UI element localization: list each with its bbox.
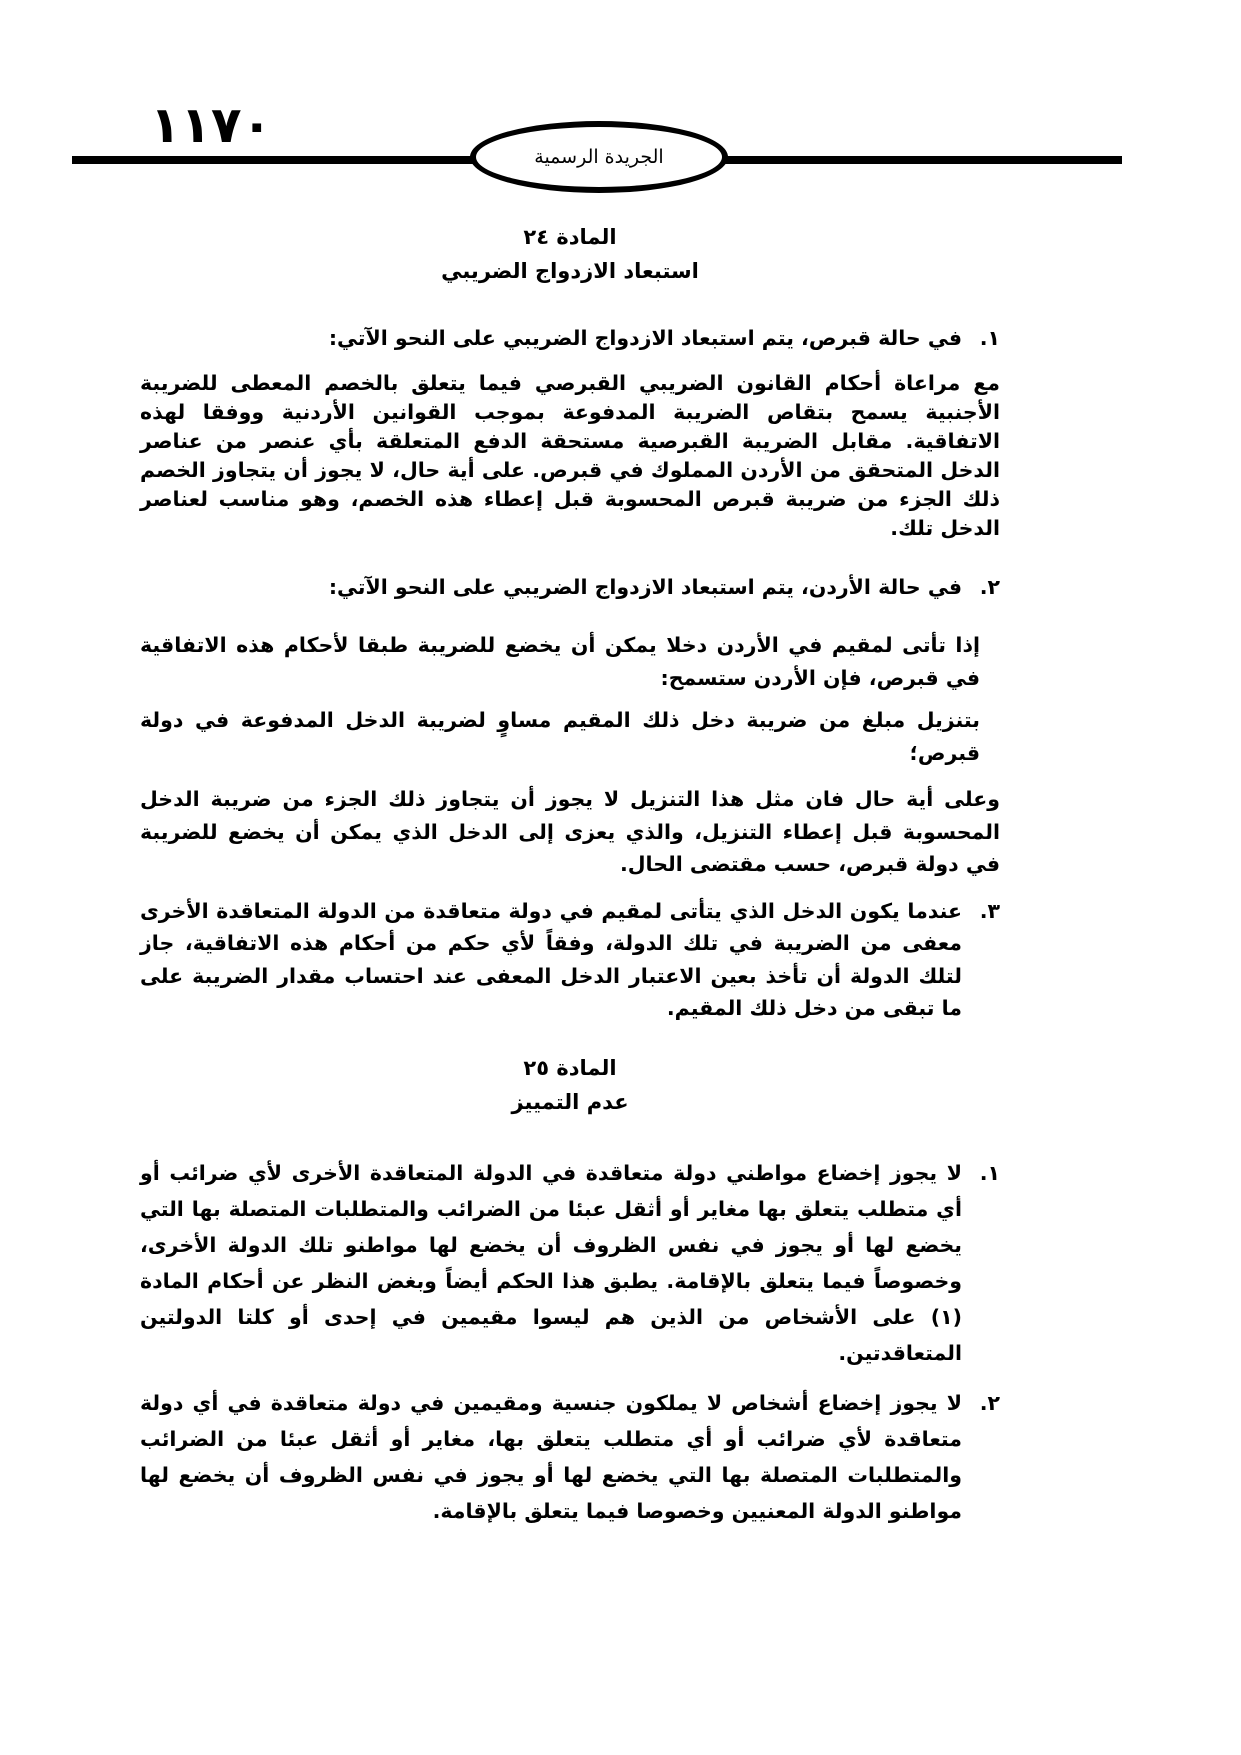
article-24-title: استبعاد الازدواج الضريبي — [441, 259, 699, 283]
document-body — [140, 220, 1000, 1529]
article-24-item-1-intro — [140, 322, 1000, 355]
item-number: ٣. — [979, 898, 1000, 923]
item-text: في حالة قبرص، يتم استبعاد الازدواج الضريبي على النحو الآتي: — [328, 326, 962, 350]
article-25-number: المادة ٢٥ — [523, 1055, 617, 1080]
item-number: ١. — [979, 326, 1000, 350]
item-text: لا يجوز إخضاع مواطني دولة متعاقدة في الدولة المتعاقدة الأخرى لأي ضرائب أو أي متطلب يتعلق بها مغاير أو أثقل عبئا من الضرائب والمتطلبات المتصلة بها التي يخضع لها أو يجوز في نفس الظروف أن يخضع لها مواطنو تلك الدولة الأخرى، وخصوصاً فيما يتعلق بالإقامة. يطبق هذا الحكم أيضاً وبغض النظر عن أحكام المادة (١) على الأشخاص من الذين هم ليسوا مقيمين في إحدى أو كلتا الدولتين المتعاقدتين. — [140, 1160, 962, 1365]
item-text: لا يجوز إخضاع أشخاص لا يملكون جنسية ومقيمين في دولة متعاقدة في أي دولة متعاقدة لأي ضرائب أو أي متطلب يتعلق بها، مغاير أو أثقل عبئا من الضرائب والمتطلبات المتصلة بها التي يخضع لها أو يجوز في نفس الظروف أن يخضع لها مواطنو الدولة المعنيين وخصوصا فيما يتعلق بالإقامة. — [140, 1390, 962, 1523]
article-24-item-2-para-2: بتنزيل مبلغ من ضريبة دخل ذلك المقيم مساوٍ لضريبة الدخل المدفوعة في دولة قبرص؛ — [140, 708, 980, 765]
article-25-item-1 — [140, 1155, 1000, 1371]
article-24-heading — [140, 220, 1000, 288]
article-25-heading — [140, 1051, 1000, 1119]
page-number: ١١٧٠ — [150, 96, 273, 154]
item-text: عندما يكون الدخل الذي يتأتى لمقيم في دولة متعاقدة من الدولة المتعاقدة الأخرى معفى من الضريبة في تلك الدولة، وفقاً لأي حكم من أحكام هذه الاتفاقية، جاز لتلك الدولة أن تأخذ بعين الاعتبار الدخل المعفى عند احتساب مقدار الضريبة على ما تبقى من دخل ذلك المقيم. — [140, 898, 962, 1020]
article-24-item-2-para-1: إذا تأتى لمقيم في الأردن دخلا يمكن أن يخضع للضريبة طبقا لأحكام هذه الاتفاقية في قبرص، فإن الأردن ستسمح: — [140, 633, 980, 690]
article-24-item-1-body: مع مراعاة أحكام القانون الضريبي القبرصي فيما يتعلق بالخصم المعطى للضريبة الأجنبية يسمح بتقاص الضريبة المدفوعة بموجب القوانين الأردنية ووفقا لهذه الاتفاقية. مقابل الضريبة القبرصية مستحقة الدفع المتعلقة بأي عنصر من عناصر الدخل المتحقق من الأردن المملوك في قبرص. على أية حال، لا يجوز أن يتجاوز الخصم ذلك الجزء من ضريبة قبرص المحسوبة قبل إعطاء هذه الخصم، وهو مناسب لعناصر الدخل تلك. — [140, 370, 1000, 540]
gazette-title: الجريدة الرسمية — [534, 146, 664, 168]
article-25-item-2 — [140, 1385, 1000, 1529]
item-text: في حالة الأردن، يتم استبعاد الازدواج الضريبي على النحو الآتي: — [328, 574, 962, 599]
item-number: ١. — [979, 1160, 1000, 1185]
item-number: ٢. — [979, 574, 1000, 599]
article-24-item-3 — [140, 895, 1000, 1025]
gazette-title-oval — [470, 121, 728, 193]
item-number: ٢. — [979, 1390, 1000, 1415]
article-24-number: المادة ٢٤ — [523, 225, 617, 249]
article-25-title: عدم التمييز — [511, 1089, 629, 1114]
article-24-item-2-intro — [140, 571, 1000, 604]
article-24-item-2-para-3: وعلى أية حال فان مثل هذا التنزيل لا يجوز أن يتجاوز ذلك الجزء من ضريبة الدخل المحسوبة قبل إعطاء التنزيل، والذي يعزى إلى الدخل الذي يمكن أن يخضع للضريبة في دولة قبرص، حسب مقتضى الحال. — [140, 787, 1000, 876]
